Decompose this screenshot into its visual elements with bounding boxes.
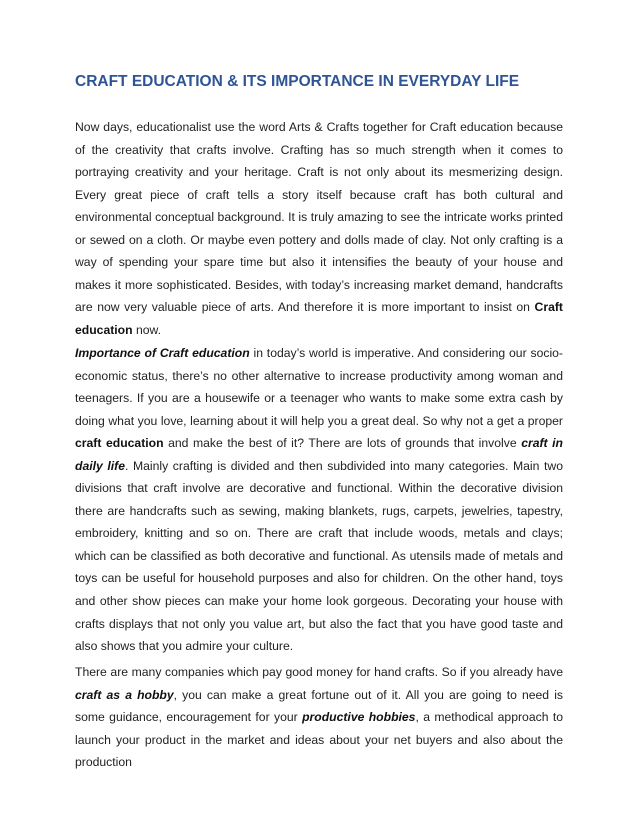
paragraph-text: , a methodical approach to launch your product in the market and ideas about your net buyers and also about the production bbox=[75, 710, 563, 770]
paragraph-text: . Mainly crafting is divided and then subdivided into many categories. Main two divisions that craft involve are decorative and functional. Within the decorative division there are handcrafts such as sewing, making blankets, rugs, carpets, jewelries, tapestry, embroidery, knitting and so on. There are craft that include woods, metals and clays; which can be classified as both decorative and functional. As utensils made of metals and toys can be useful for household purposes and also for children. On the other hand, toys and other show pieces can make your home look gorgeous. Decorating your house with crafts displays that not only you value art, but also the fact that you have good taste and also shows that you admire your culture. bbox=[75, 458, 563, 654]
paragraph-text: in today’s world is imperative. And considering our socio-economic status, there’s no other alternative to increase productivity among woman and teenagers. If you are a housewife or a teenager who wants to make some extra cash by doing what you love, learning about it will help you a great deal. So why not a get a proper bbox=[75, 346, 563, 428]
emphasis-phrase: craft as a hobby bbox=[75, 687, 174, 702]
paragraph-text: and make the best of it? There are lots of grounds that involve bbox=[163, 436, 522, 451]
paragraph-text: , you can make a great fortune out of it. All you are going to need is some guidance, encouragement for your bbox=[75, 687, 563, 725]
document-title: CRAFT EDUCATION & ITS IMPORTANCE IN EVERYDAY LIFE bbox=[75, 73, 520, 90]
emphasis-phrase: craft in daily life bbox=[75, 436, 563, 473]
bold-phrase: craft education bbox=[75, 436, 164, 451]
emphasis-phrase: Importance of Craft education bbox=[75, 346, 250, 360]
bold-phrase: Craft education bbox=[75, 300, 563, 337]
emphasis-phrase: productive hobbies bbox=[302, 710, 416, 725]
paragraph-text: Now days, educationalist use the word Arts & Crafts together for Craft education because of the creativity that crafts involve. Crafting has so much strength when it comes to portraying creativity and your heritage. Craft is not only about its mesmerizing design. Every great piece of craft tells a story itself because craft has both cultural and environmental conceptual background. It is truly amazing to see the intricate works printed or sewed on a cloth. Or maybe even pottery and dolls made of clay. Not only crafting is a way of spending your spare time but also it intensifies the beauty of your house and makes it more sophisticated. Besides, with today’s increasing market demand, handcrafts are now very valuable piece of arts. And therefore it is more important to insist on bbox=[75, 120, 563, 315]
paragraph-text: now. bbox=[132, 322, 162, 337]
paragraph-importance bbox=[75, 342, 563, 658]
paragraph-companies bbox=[75, 661, 563, 774]
paragraph-text: There are many companies which pay good money for hand crafts. So if you already have bbox=[75, 665, 563, 679]
paragraph-intro bbox=[75, 116, 563, 341]
